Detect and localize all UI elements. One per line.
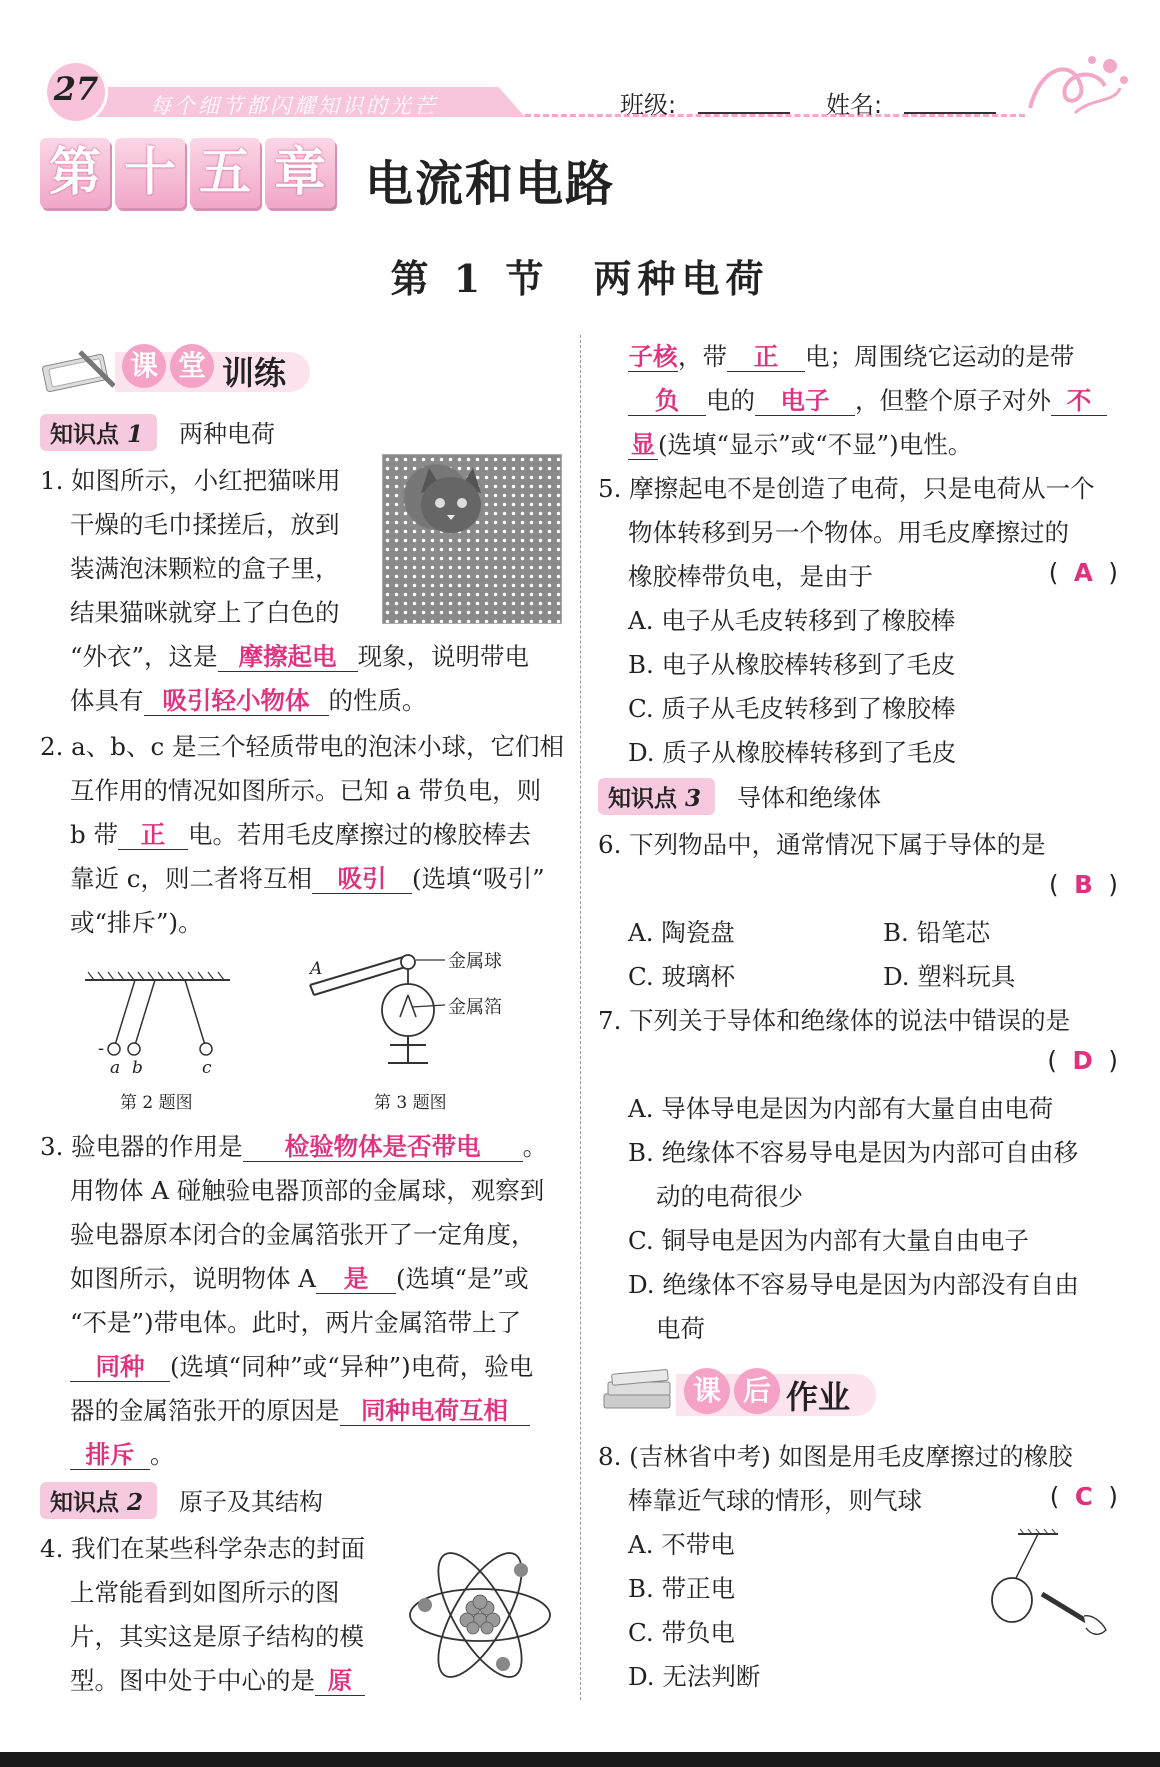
question-4-right xyxy=(598,338,1118,468)
q3-answer-1[interactable]: 检验物体是否带电 xyxy=(243,1134,523,1162)
q7-option-a[interactable]: A. 导体导电是因为内部有大量自由电荷 xyxy=(628,1094,1054,1123)
q3-line-2: 用物体 A 碰触验电器顶部的金属球，观察到 xyxy=(70,1176,545,1205)
q7-option-b-line-1[interactable]: B. 绝缘体不容易导电是因为内部可自由移 xyxy=(628,1138,1079,1167)
kp3-heading xyxy=(598,778,881,815)
q5-option-b[interactable]: B. 电子从橡胶棒转移到了毛皮 xyxy=(628,650,956,679)
question-5 xyxy=(598,470,1118,770)
fig2-label-a: a xyxy=(110,1058,121,1078)
q3-line-8: 排斥 。 xyxy=(70,1436,175,1471)
q1-line-1: 1. 如图所示，小红把猫咪用 xyxy=(40,466,341,495)
q5-answer-paren[interactable]: ( A ) xyxy=(1048,558,1118,587)
homework-section-header xyxy=(598,1362,888,1422)
q6-option-a[interactable]: A. 陶瓷盘 xyxy=(628,918,735,947)
q1-line-4: 结果猫咪就穿上了白色的 xyxy=(70,598,340,627)
q2-answer-1[interactable]: 正 xyxy=(118,822,188,850)
q8-option-a[interactable]: A. 不带电 xyxy=(628,1530,735,1559)
q4-line-3: 片，其实这是原子结构的模 xyxy=(70,1622,364,1651)
q8-option-d[interactable]: D. 无法判断 xyxy=(628,1662,761,1691)
name-label: 姓名: xyxy=(826,91,883,119)
q3-line-3: 验电器原本闭合的金属箔张开了一定角度， xyxy=(70,1220,536,1249)
q4-right-line-2: 负 电的 电子 ，但整个原子对外 不 xyxy=(628,382,1107,417)
kp1-heading xyxy=(40,414,275,451)
q4-answer-4[interactable]: 电子 xyxy=(755,388,855,416)
q5-line-2: 物体转移到另一个物体。用毛皮摩擦过的 xyxy=(628,518,1069,547)
q5-option-a[interactable]: A. 电子从毛皮转移到了橡胶棒 xyxy=(628,606,956,635)
pendulum-balls-diagram xyxy=(80,960,250,1070)
q3-line-7: 器的金属箔张开的原因是 同种电荷互相 xyxy=(70,1392,530,1427)
q2-line-1: 2. a、b、c 是三个轻质带电的泡沫小球，它们相 xyxy=(40,732,564,761)
question-1 xyxy=(40,462,560,722)
q6-option-d[interactable]: D. 塑料玩具 xyxy=(883,962,1016,991)
q8-answer-paren[interactable]: ( C ) xyxy=(1049,1482,1118,1511)
q4-right-line-1: 子核，带 正 电；周围绕它运动的是带 xyxy=(628,342,1075,371)
chapter-char-1: 第 xyxy=(40,138,110,208)
q4-answer-1b[interactable]: 子核 xyxy=(628,342,678,371)
q8-line-2: 棒靠近气球的情形，则气球 ( C ) xyxy=(628,1482,1118,1515)
fig2-label-minus: - xyxy=(98,1038,105,1059)
electroscope-diagram xyxy=(300,945,560,1075)
q4-answer-1a[interactable]: 原 xyxy=(315,1668,365,1696)
q4-answer-3[interactable]: 负 xyxy=(628,388,706,416)
page-bottom-bar xyxy=(0,1752,1160,1767)
kp1-tag: 知识点 1 xyxy=(40,414,157,451)
q1-line-2: 干燥的毛巾揉搓后，放到 xyxy=(70,510,340,539)
classroom-char-2: 堂 xyxy=(170,344,214,388)
column-divider xyxy=(580,335,581,1700)
fig3-label-foil: 金属箔 xyxy=(448,997,502,1018)
q8-option-c[interactable]: C. 带负电 xyxy=(628,1618,735,1647)
class-label: 班级: xyxy=(620,91,677,119)
q6-answer-paren[interactable]: ( B ) xyxy=(1049,870,1118,899)
q4-answer-2[interactable]: 正 xyxy=(727,344,805,372)
q7-option-c[interactable]: C. 铜导电是因为内部有大量自由电子 xyxy=(628,1226,1029,1255)
figure-2 xyxy=(80,960,250,1113)
q5-option-c[interactable]: C. 质子从毛皮转移到了橡胶棒 xyxy=(628,694,956,723)
right-column xyxy=(598,0,1118,1767)
q5-answer: A xyxy=(1073,558,1093,587)
q8-answer: C xyxy=(1074,1482,1093,1511)
q4-answer-5a[interactable]: 不 xyxy=(1051,388,1107,416)
cat-photo xyxy=(382,454,562,624)
classroom-section-header xyxy=(40,340,320,396)
q2-answer-2[interactable]: 吸引 xyxy=(312,866,412,894)
q8-line-1: 8. (吉林省中考) 如图是用毛皮摩擦过的橡胶 xyxy=(598,1442,1073,1471)
q5-line-3: 橡胶棒带负电，是由于 ( A ) xyxy=(628,558,1118,591)
chapter-char-4: 章 xyxy=(265,138,335,208)
kp3-tag: 知识点 3 xyxy=(598,778,715,815)
books-icon xyxy=(598,1368,678,1418)
fig3-label-ball: 金属球 xyxy=(448,951,502,972)
q7-answer-paren[interactable]: ( D ) xyxy=(1047,1046,1118,1075)
q3-line-1: 3. 验电器的作用是 检验物体是否带电 。 xyxy=(40,1132,548,1161)
q5-line-1: 5. 摩擦起电不是创造了电荷，只是电荷从一个 xyxy=(598,474,1095,503)
kp2-tag: 知识点 2 xyxy=(40,1482,157,1519)
q1-line-3: 装满泡沫颗粒的盒子里， xyxy=(70,554,340,583)
q1-answer-2[interactable]: 吸引轻小物体 xyxy=(144,688,329,716)
q2-line-2: 互作用的情况如图所示。已知 a 带负电，则 xyxy=(70,776,542,805)
q4-right-line-3: 显 (选填“显示”或“不显”)电性。 xyxy=(628,426,972,461)
q3-line-4: 如图所示，说明物体 A 是 (选填“是”或 xyxy=(70,1264,529,1293)
q3-answer-4a[interactable]: 同种电荷互相 xyxy=(340,1398,530,1426)
question-4-left xyxy=(40,1530,560,1710)
section-title: 第 1 节 两种电荷 xyxy=(390,256,770,301)
q4-answer-5b[interactable]: 显 xyxy=(628,432,658,460)
figure-3 xyxy=(300,945,560,1113)
atom-model-diagram xyxy=(405,1530,555,1700)
q4-line-4: 型。图中处于中心的是 原 xyxy=(70,1662,365,1697)
q6-line-1: 6. 下列物品中，通常情况下属于导体的是 xyxy=(598,830,1046,859)
question-8 xyxy=(598,1438,1118,1698)
homework-char-1: 课 xyxy=(684,1368,730,1414)
q3-line-6: 同种 (选填“同种”或“异种”)电荷，验电 xyxy=(70,1348,533,1383)
chapter-char-2: 十 xyxy=(115,138,185,208)
q2-line-3: b 带 正 电。若用毛皮摩擦过的橡胶棒去 xyxy=(70,820,531,849)
q7-option-b-line-2[interactable]: 动的电荷很少 xyxy=(656,1182,803,1211)
classroom-title-rest: 训练 xyxy=(222,354,287,392)
fig2-label-b: b xyxy=(132,1058,143,1078)
fig2-caption: 第 2 题图 xyxy=(120,1093,193,1113)
q3-answer-2[interactable]: 是 xyxy=(316,1266,396,1294)
q6-answer: B xyxy=(1074,870,1093,899)
chapter-title: 电流和电路 xyxy=(365,156,616,212)
q7-answer-line xyxy=(628,1046,1118,1076)
q2-line-4: 靠近 c，则二者将互相 吸引 (选填“吸引” xyxy=(70,864,545,893)
q4-line-1: 4. 我们在某些科学杂志的封面 xyxy=(40,1534,366,1563)
q6-option-b[interactable]: B. 铅笔芯 xyxy=(883,918,991,947)
question-6 xyxy=(598,826,1118,1006)
question-3 xyxy=(40,1128,560,1478)
q3-answer-4b[interactable]: 排斥 xyxy=(70,1442,150,1470)
kp2-heading xyxy=(40,1482,323,1519)
fig2-label-c: c xyxy=(202,1058,212,1078)
q3-answer-3[interactable]: 同种 xyxy=(70,1354,170,1382)
page-number: 27 xyxy=(53,70,99,108)
q3-line-5: “不是”)带电体。此时，两片金属箔带上了 xyxy=(70,1308,522,1337)
q7-option-d-line-2[interactable]: 电荷 xyxy=(656,1314,705,1343)
q7-option-d-line-1[interactable]: D. 绝缘体不容易导电是因为内部没有自由 xyxy=(628,1270,1079,1299)
classroom-char-1: 课 xyxy=(122,344,166,388)
homework-char-2: 后 xyxy=(734,1368,780,1414)
q6-answer-line xyxy=(628,870,1118,900)
q6-option-c[interactable]: C. 玻璃杯 xyxy=(628,962,735,991)
notebook-pencil-icon xyxy=(40,346,118,394)
question-7 xyxy=(598,1002,1118,1343)
kp2-title: 原子及其结构 xyxy=(179,1488,324,1516)
fig3-label-a: A xyxy=(310,959,323,979)
q7-line-1: 7. 下列关于导体和绝缘体的说法中错误的是 xyxy=(598,1006,1071,1035)
left-column xyxy=(40,0,564,1767)
cat-icon xyxy=(411,463,491,543)
q1-line-6: 体具有 吸引轻小物体 的性质。 xyxy=(70,686,427,715)
balloon-rod-diagram xyxy=(988,1528,1113,1653)
chapter-char-3: 五 xyxy=(190,138,260,208)
kp1-title: 两种电荷 xyxy=(179,420,276,448)
q2-line-5: 或“排斥”)。 xyxy=(70,908,203,937)
q1-answer-1[interactable]: 摩擦起电 xyxy=(218,644,358,672)
q7-answer: D xyxy=(1072,1046,1093,1075)
q8-option-b[interactable]: B. 带正电 xyxy=(628,1574,736,1603)
fig3-caption: 第 3 题图 xyxy=(374,1093,447,1113)
question-2 xyxy=(40,728,564,937)
q4-line-2: 上常能看到如图所示的图 xyxy=(70,1578,340,1607)
homework-title-rest: 作业 xyxy=(786,1378,851,1416)
kp3-title: 导体和绝缘体 xyxy=(737,784,882,812)
q1-line-5: “外衣”，这是 摩擦起电 现象，说明带电 xyxy=(70,642,530,671)
header-slogan: 每个细节都闪耀知识的光芒 xyxy=(150,94,438,118)
q5-option-d[interactable]: D. 质子从橡胶棒转移到了毛皮 xyxy=(628,738,957,767)
